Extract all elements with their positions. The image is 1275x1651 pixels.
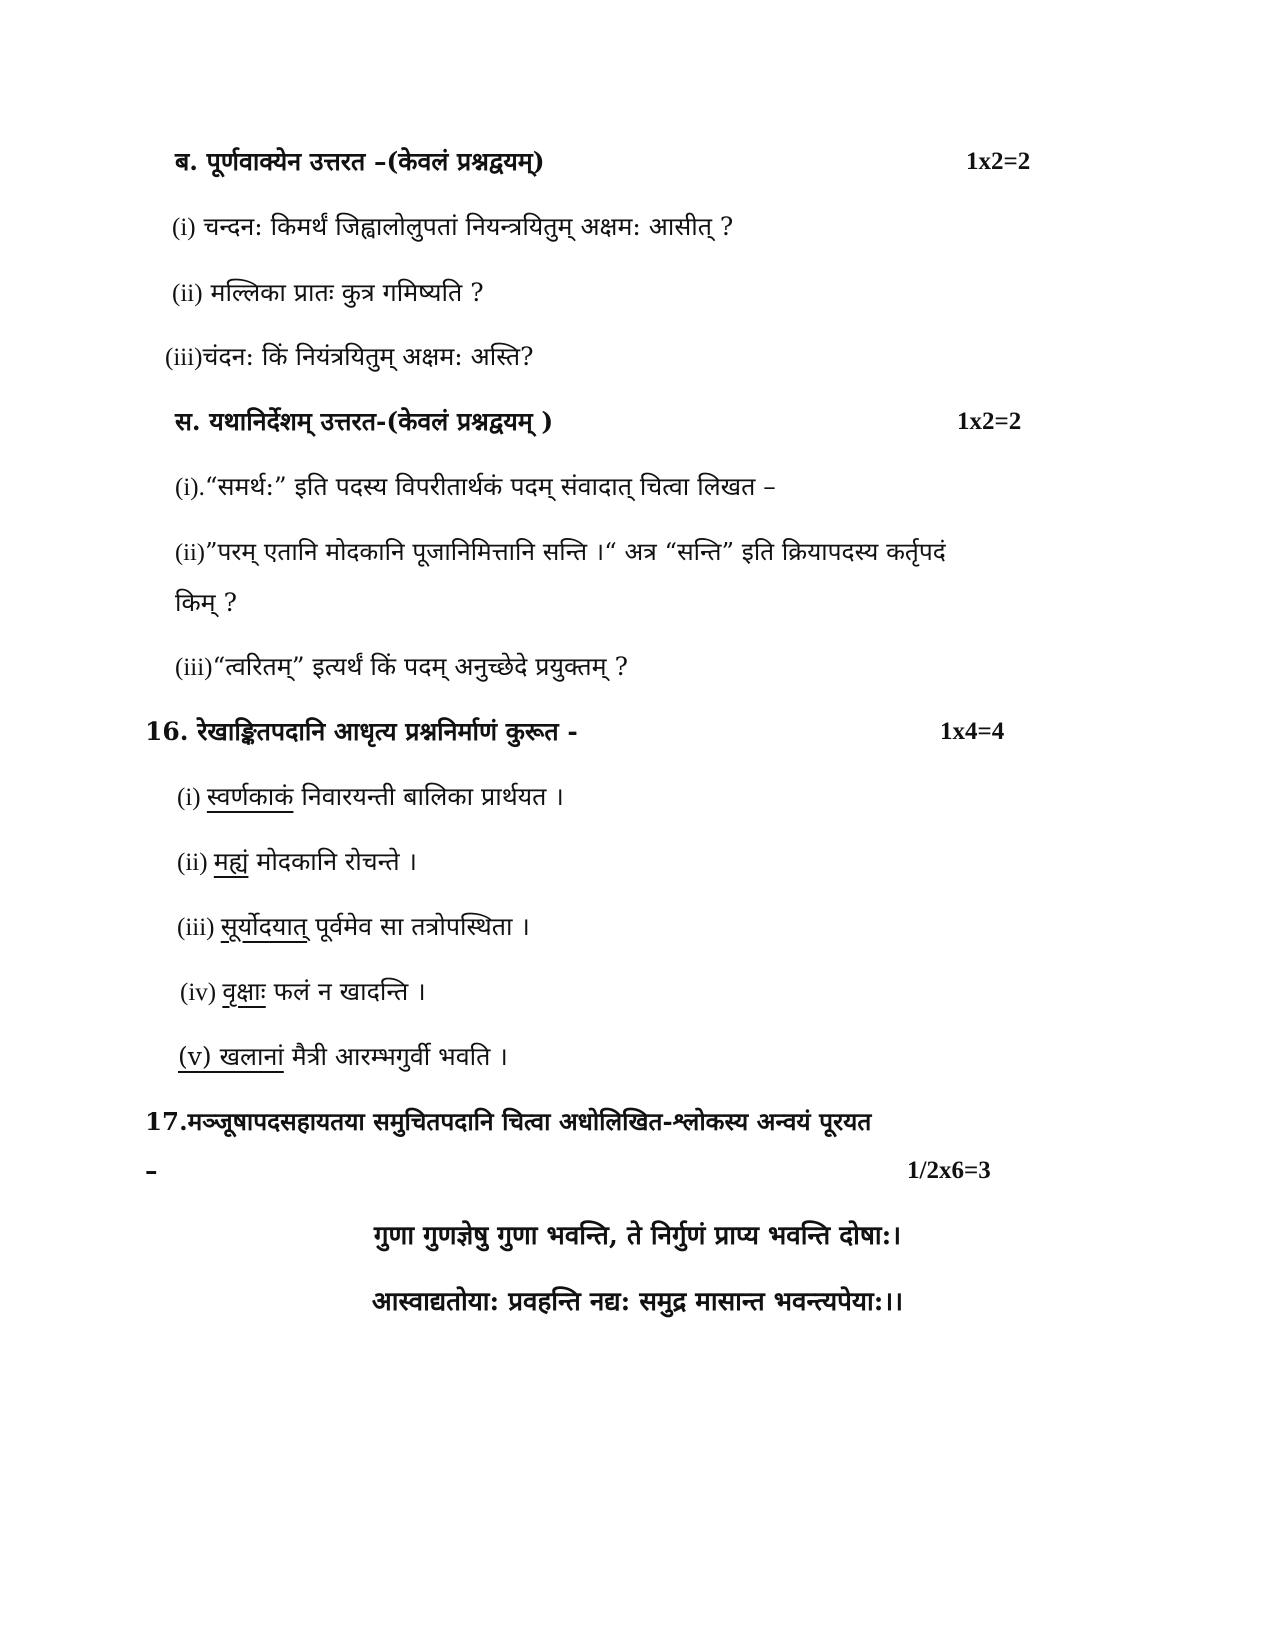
list-item <box>177 780 564 815</box>
item-number: (iv) <box>180 979 223 1006</box>
section-b-marks: 1x2=2 <box>966 148 1031 175</box>
item-text: मैत्री आरम्भगुर्वी भवति । <box>283 1042 508 1071</box>
item-text: पूर्वमेव सा तत्रोपस्थिता । <box>307 912 530 941</box>
shloka-line-1: गुणा गुणज्ञेषु गुणा भवन्ति, ते निर्गुणं प्राप्य भवन्ति दोषा:। <box>373 1221 902 1251</box>
list-item <box>175 535 946 570</box>
item-number: (iii) <box>175 654 213 681</box>
list-item <box>165 340 534 375</box>
q16-heading: 16. रेखाङ्कितपदानि आधृत्य प्रश्ननिर्माणं कुरूत - <box>145 717 578 746</box>
list-item <box>177 845 417 880</box>
underlined-word: (v) खलानां <box>178 1042 284 1071</box>
list-item <box>180 975 426 1010</box>
item-number: (i) <box>172 214 196 241</box>
item-text: चन्दन: किमर्थं जिह्वालोलुपतां नियन्त्रयितुम् अक्षम: आसीत् ? <box>195 212 734 241</box>
list-item <box>177 910 530 945</box>
item-number: (iii) <box>177 914 221 941</box>
list-item <box>178 1040 508 1075</box>
section-b-heading: ब. पूर्णवाक्येन उत्तरत –(केवलं प्रश्नद्वयम्) <box>175 147 545 176</box>
section-c-marks: 1x2=2 <box>957 408 1022 435</box>
item-text: चंदन: किं नियंत्रयितुम् अक्षम: अस्ति? <box>202 342 534 371</box>
section-c-heading: स. यथानिर्देशम् उत्तरत-(केवलं प्रश्नद्वयम् ) <box>175 407 554 436</box>
list-item <box>175 470 776 505</box>
list-item <box>175 650 628 685</box>
q17-heading: 17.मञ्जूषापदसहायतया समुचितपदानि चित्वा अधोलिखित-श्लोकस्य अन्वयं पूरयत <box>145 1107 872 1136</box>
q17-marks: 1/2x6=3 <box>907 1157 991 1184</box>
underlined-word: मह्यं <box>213 847 249 876</box>
list-item <box>172 210 733 245</box>
item-number: (iii) <box>165 344 203 371</box>
item-text: निवारयन्ती बालिका प्रार्थयत । <box>293 782 564 811</box>
underlined-word: वृक्षाः <box>222 977 266 1006</box>
item-text: मल्लिका प्रातः कुत्र गमिष्यति ? <box>202 278 484 307</box>
underlined-word: सूर्योदयात् <box>220 912 308 941</box>
item-number: (ii) <box>175 539 205 566</box>
shloka-line-2: आस्वाद्यतोया: प्रवहन्ति नद्य: समुद्र मासान्त भवन्त्यपेया:।। <box>371 1287 904 1317</box>
item-text: फलं न खादन्ति । <box>265 977 426 1006</box>
item-text: मोदकानि रोचन्ते । <box>248 847 418 876</box>
q16-marks: 1x4=4 <box>940 718 1005 745</box>
item-number: (i) <box>177 784 207 811</box>
item-number: (ii) <box>177 849 214 876</box>
list-item <box>172 276 484 311</box>
q17-dash: – <box>145 1156 158 1185</box>
item-text: “समर्थ:” इति पदस्य विपरीतार्थकं पदम् संवादात् चित्वा लिखत – <box>204 472 776 501</box>
underlined-word: स्वर्णकाकं <box>206 782 294 811</box>
item-text: ”परम् एतानि मोदकानि पूजानिमित्तानि सन्ति ।“ अत्र “सन्ति” इति क्रियापदस्य कर्तृपदं <box>204 537 946 566</box>
item-number: (i). <box>175 474 205 501</box>
item-number: (ii) <box>172 280 203 307</box>
item-text: “त्वरितम्” इत्यर्थं किं पदम् अनुच्छेदे प्रयुक्तम् ? <box>212 652 628 681</box>
item-continuation: किम् ? <box>175 588 237 617</box>
